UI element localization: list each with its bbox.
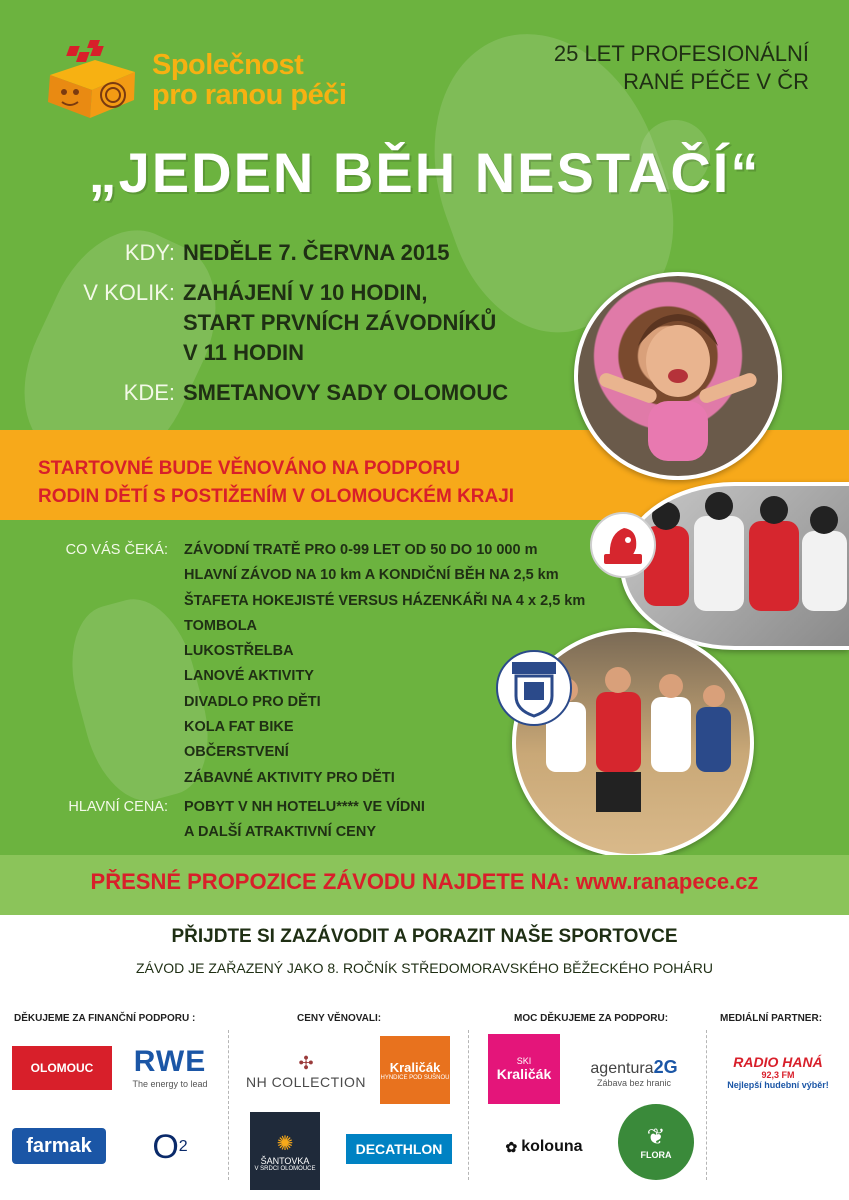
kralicak-logo-text: Kraličák <box>389 1059 441 1075</box>
o2-logo-sub: 2 <box>178 1138 188 1155</box>
nh-logo-text: NH COLLECTION <box>245 1073 367 1090</box>
santovka-logo-sub: V SRDCI OLOMOUCE <box>254 1165 316 1172</box>
agentura-logo-number: 2G <box>653 1056 678 1077</box>
challenge-text: PŘIJDTE SI ZAZÁVODIT A PORAZIT NAŠE SPORTOVCE <box>171 926 678 947</box>
olomouc-logo <box>12 1046 112 1090</box>
list-item: A DALŠÍ ATRAKTIVNÍ CENY <box>184 824 376 841</box>
media-title: MEDIÁLNÍ PARTNER: <box>720 1013 823 1024</box>
program-row <box>28 538 628 791</box>
list-item: DIVADLO PRO DĚTI <box>184 693 321 710</box>
o2-logo-text: O <box>152 1127 179 1166</box>
list-item: ZÁVODNÍ TRATĚ PRO 0-99 LET OD 50 DO 10 000 m <box>184 542 538 558</box>
banner-line1: STARTOVNÉ BUDE VĚNOVÁNO NA PODPORU <box>38 458 460 479</box>
list-item: ŠTAFETA HOKEJISTÉ VERSUS HÁZENKÁŘI NA 4 x 2,5 km <box>184 592 586 609</box>
info-label-time: V KOLIK: <box>83 280 175 305</box>
hockey-photo <box>620 482 849 650</box>
flora-logo-text: FLORA <box>640 1150 672 1160</box>
ski-kralicak-logo-text: Kraličák <box>496 1066 552 1082</box>
list-item: ZÁBAVNÉ AKTIVITY PRO DĚTI <box>184 769 395 786</box>
list-item: HLAVNÍ ZÁVOD NA 10 km A KONDIČNÍ BĚH NA 2,5 km <box>184 567 559 584</box>
ski-logo-label: SKI <box>516 1056 532 1066</box>
cube-logo-icon <box>40 40 150 120</box>
list-item: LANOVÉ AKTIVITY <box>184 668 314 685</box>
sponsor-divider <box>228 1030 229 1180</box>
sponsor-divider <box>468 1030 469 1180</box>
radio-logo-text: RADIO HANÁ <box>733 1054 823 1070</box>
info-value-line: ZAHÁJENÍ V 10 HODIN, <box>183 280 428 305</box>
radio-frequency: 92,3 FM <box>761 1070 795 1080</box>
ski-kralicak-logo <box>488 1034 560 1104</box>
nh-icon: ✣ <box>298 1052 314 1073</box>
decathlon-logo-text: DECATHLON <box>355 1141 443 1157</box>
olomouc-logo-text: OLOMOUC <box>30 1061 94 1075</box>
list-item: POBYT V NH HOTELU**** VE VÍDNI <box>184 798 425 815</box>
support-title: MOC DĚKUJEME ZA PODPORU: <box>514 1013 669 1024</box>
info-value-line: NEDĚLE 7. ČERVNA 2015 <box>183 240 450 265</box>
anniversary-line2: RANÉ PÉČE V ČR <box>623 69 809 94</box>
logo-text <box>152 50 346 110</box>
banner-text <box>38 455 514 511</box>
agentura-2g-logo <box>578 1050 690 1094</box>
anniversary-text <box>554 40 809 96</box>
prizes-title: CENY VĚNOVALI: <box>297 1013 382 1024</box>
rwe-logo <box>128 1044 212 1090</box>
program-list <box>28 538 628 846</box>
agentura-tagline: Zábava bez hranic <box>596 1077 672 1088</box>
info-label-where: KDE: <box>123 380 175 405</box>
hockey-photo-illustration <box>624 486 849 646</box>
info-row-time <box>60 278 580 368</box>
farmak-logo-text: farmak <box>26 1134 92 1157</box>
info-value-when <box>183 238 450 268</box>
info-label-when: KDY: <box>124 240 175 265</box>
info-value-where <box>183 378 508 408</box>
list-item: TOMBOLA <box>184 617 258 634</box>
rwe-logo-text: RWE <box>133 1045 207 1078</box>
prize-row <box>28 795 628 846</box>
info-row-when <box>60 238 580 268</box>
info-value-time <box>183 278 496 368</box>
cup-text: ZÁVOD JE ZAŘAZENÝ JAKO 8. ROČNÍK STŘEDOMORAVSKÉHO BĚŽECKÉHO POHÁRU <box>136 960 713 976</box>
rwe-tagline: The energy to lead <box>132 1079 208 1089</box>
leaf-icon: ❦ <box>646 1124 666 1149</box>
info-row-where <box>60 378 580 408</box>
propositions-text <box>0 869 849 895</box>
info-value-line: V 11 HODIN <box>183 340 305 365</box>
o2-logo <box>140 1122 200 1172</box>
radio-tagline: Nejlepší hudební výběr! <box>727 1080 829 1090</box>
event-title: „JEDEN BĚH NESTAČÍ“ <box>88 141 761 204</box>
event-info <box>60 238 580 418</box>
kolouna-logo <box>484 1132 604 1162</box>
logo-line1: Společnost <box>152 49 304 81</box>
prize-items <box>184 795 425 846</box>
banner-line2: RODIN DĚTÍ S POSTIŽENÍM V OLOMOUCKÉM KRAJI <box>38 486 515 507</box>
list-item: LUKOSTŘELBA <box>184 643 294 660</box>
info-value-line: START PRVNÍCH ZÁVODNÍKŮ <box>183 310 497 335</box>
sponsor-divider <box>706 1030 707 1180</box>
decathlon-logo <box>346 1134 452 1164</box>
website-link[interactable]: www.ranapece.cz <box>575 869 759 894</box>
prize-label: HLAVNÍ CENA: <box>68 798 168 815</box>
propositions-label: PŘESNÉ PROPOZICE ZÁVODU NAJDETE NA: <box>90 869 576 894</box>
child-photo-illustration <box>578 276 778 476</box>
farmak-logo <box>12 1128 106 1164</box>
anniversary-line1: 25 LET PROFESIONÁLNÍ <box>553 41 809 66</box>
agentura-logo-text: agentura <box>590 1059 654 1077</box>
santovka-logo <box>250 1112 320 1190</box>
radio-hana-logo <box>724 1044 832 1100</box>
kolouna-icon: ✿ <box>505 1138 518 1155</box>
financial-support-title: DĚKUJEME ZA FINANČNÍ PODPORU : <box>14 1013 196 1024</box>
child-photo <box>574 272 782 480</box>
flora-olomouc-logo <box>618 1104 694 1180</box>
santovka-icon: ✺ <box>276 1132 294 1155</box>
santovka-logo-text: ŠANTOVKA <box>260 1155 310 1166</box>
spp-logo <box>40 40 400 120</box>
program-label: CO VÁS ČEKÁ: <box>65 542 168 558</box>
kolouna-logo-text: kolouna <box>521 1138 583 1155</box>
logo-line2: pro ranou péči <box>152 79 347 111</box>
list-item: OBČERSTVENÍ <box>184 744 289 761</box>
kralicak-logo-sub: HYNDICE POD SUŠNOU <box>380 1074 450 1081</box>
nh-collection-logo <box>240 1046 372 1096</box>
program-items <box>184 538 585 791</box>
info-value-line: SMETANOVY SADY OLOMOUC <box>183 380 509 405</box>
kralicak-logo <box>380 1036 450 1104</box>
list-item: KOLA FAT BIKE <box>184 719 294 736</box>
agentura-line <box>590 1057 677 1078</box>
